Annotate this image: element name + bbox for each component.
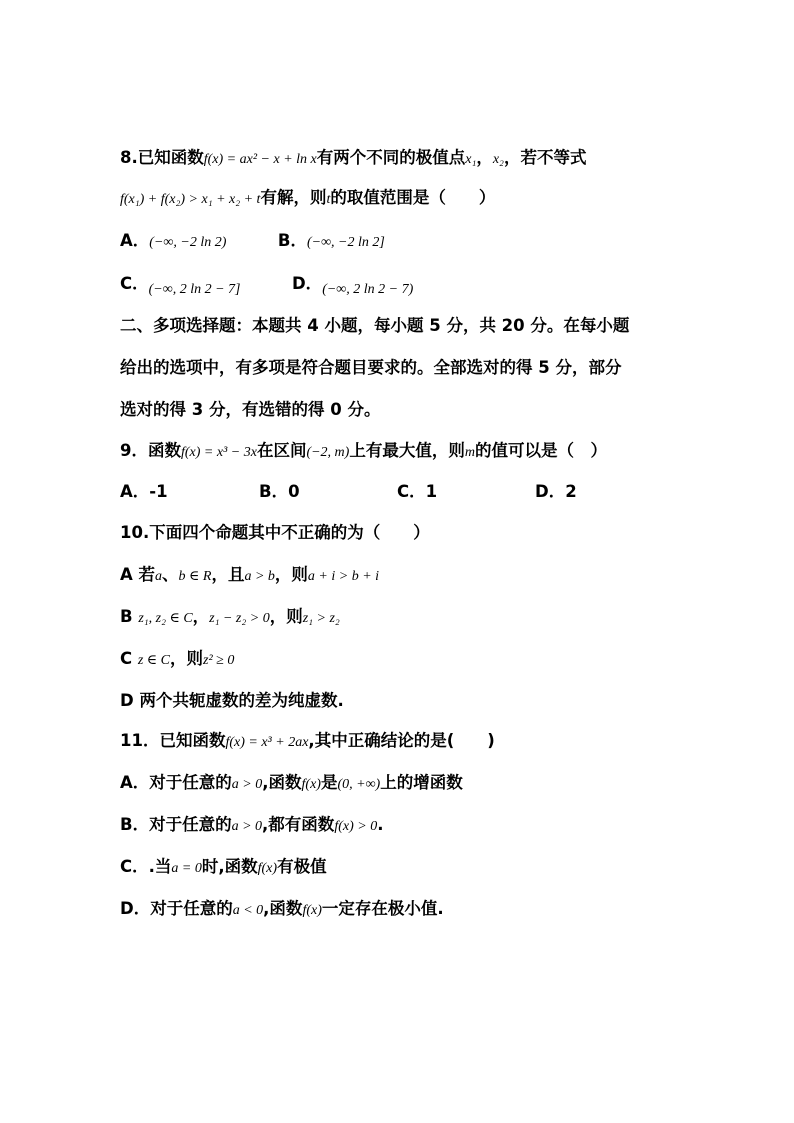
q10-b-math3: z₁ > z₂ [302, 611, 340, 626]
section2-line1: 二、多项选择题：本题共 4 小题，每小题 5 分，共 20 分。在每小题 [120, 316, 630, 335]
q8-option-a: (−∞, −2 ln 2) [149, 235, 227, 250]
q11-d-math2: f(x) [302, 903, 322, 918]
q10-b-math2: z₁ − z₂ > 0 [209, 611, 270, 626]
q8-line2-suffix: 的取值范围是（ ） [330, 188, 496, 207]
q11-b-text2: . [377, 815, 384, 834]
q8-option-b: (−∞, −2 ln 2] [306, 235, 385, 250]
q11-d-text2: 一定存在极小值. [321, 899, 444, 918]
q11-suffix: ,其中正确结论的是( ) [308, 731, 495, 750]
q9-mid2: 上有最大值，则 [349, 441, 465, 460]
q10-b-label: B [120, 607, 133, 626]
q11-a-math2: f(x) [301, 777, 321, 792]
q8-option-d-label: D． [291, 274, 323, 293]
q8-option-a-label: A． [120, 231, 150, 250]
q11-d-math1: a < 0 [232, 903, 264, 918]
q11-prefix: 11．已知函数 [120, 731, 226, 750]
q8-option-c: (−∞, 2 ln 2 − 7] [148, 282, 241, 297]
q8-line2 [120, 186, 495, 212]
q8-line1 [120, 146, 586, 172]
q11-b-label: B．对于任意的 [120, 815, 232, 834]
q11-option-c [120, 855, 327, 881]
q9-interval: (−2, m) [306, 445, 350, 460]
q11-b-math1: a > 0 [231, 819, 263, 834]
q10-c-text1: ，则 [170, 649, 204, 668]
q10-d-label: D [120, 691, 134, 710]
q9-option-a: A．-1 [120, 482, 168, 501]
q8-line2-mid: 有解，则 [260, 188, 327, 207]
q8-options-ab [120, 229, 385, 255]
q10-a-label: A [120, 565, 133, 584]
q8-function-formula: f(x) = ax² − x + ln x [203, 152, 317, 167]
q8-option-b-label: B． [277, 231, 307, 250]
q10-b-text2: ，则 [269, 607, 303, 626]
q9-option-c: C．1 [397, 482, 438, 501]
q10-b-math1: z₁, z₂ ∈ C [138, 611, 193, 626]
q10-a-text1: 若 [138, 565, 156, 584]
q11-b-math2: f(x) > 0 [334, 819, 378, 834]
q11-c-label: C．.当 [120, 857, 172, 876]
q11-b-text1: ,都有函数 [262, 815, 335, 834]
section2-line3: 选对的得 3 分，有选错的得 0 分。 [120, 400, 381, 419]
q11-option-b [120, 813, 383, 839]
q11-a-text2: 是 [320, 773, 338, 792]
q8-x2: x₂ [492, 152, 504, 167]
q10-a-text3: ，且 [211, 565, 245, 584]
q11-c-math1: a = 0 [171, 861, 202, 876]
q10-stem: 10.下面四个命题其中不正确的为（ ） [120, 523, 430, 542]
q8-options-cd [120, 272, 413, 298]
q8-inequality: f(x₁) + f(x₂) > x₁ + x₂ + t [120, 192, 261, 207]
q10-a-math2: b ∈ R [178, 569, 212, 584]
q10-a-math4: a + i > b + i [307, 569, 380, 584]
q10-c-math1: z ∈ C [137, 653, 171, 668]
q10-d-text: 两个共轭虚数的差为纯虚数. [139, 691, 344, 710]
q11-option-d [120, 897, 444, 923]
q10-a-text2: 、 [162, 565, 179, 584]
q11-option-a [120, 771, 463, 797]
q10-a-text4: ，则 [274, 565, 308, 584]
q10-option-b [120, 605, 340, 631]
q9-prefix: 9．函数 [120, 441, 181, 460]
q10-a-math3: a > b [244, 569, 275, 584]
q9-stem [120, 439, 607, 465]
q10-b-text1: ， [192, 607, 210, 626]
q11-a-label: A．对于任意的 [120, 773, 232, 792]
q10-option-c [120, 647, 234, 673]
q8-line1-mid: 有两个不同的极值点 [316, 148, 466, 167]
q8-prefix: 8.已知函数 [120, 148, 204, 167]
section2-line2: 给出的选项中，有多项是符合题目要求的。全部选对的得 5 分，部分 [120, 358, 622, 377]
q11-stem [120, 729, 495, 755]
q11-d-label: D．对于任意的 [120, 899, 233, 918]
q11-a-math3: (0, +∞) [337, 777, 381, 792]
q9-mid1: 在区间 [256, 441, 307, 460]
q8-line1-suffix: ，若不等式 [503, 148, 587, 167]
q9-suffix: 的值可以是（ ） [474, 441, 607, 460]
q8-t: t [326, 192, 331, 207]
q10-c-label: C [120, 649, 133, 668]
q11-a-text3: 上的增函数 [380, 773, 463, 792]
q11-d-text1: ,函数 [263, 899, 303, 918]
q10-a-math1: a [155, 569, 163, 584]
q8-option-c-label: C． [120, 274, 149, 293]
q9-option-d: D．2 [535, 482, 577, 501]
q9-m: m [464, 445, 475, 460]
q10-option-a [120, 563, 379, 589]
q10-option-d [120, 689, 344, 713]
q8-comma: ， [476, 148, 493, 167]
q11-function-formula: f(x) = x³ + 2ax [225, 735, 309, 750]
q11-a-text1: ,函数 [262, 773, 302, 792]
q11-a-math1: a > 0 [231, 777, 263, 792]
q8-option-d: (−∞, 2 ln 2 − 7) [322, 282, 414, 297]
q10-c-math2: z² ≥ 0 [203, 653, 235, 668]
q9-function-formula: f(x) = x³ − 3x [180, 445, 257, 460]
q11-c-text1: 时,函数 [201, 857, 258, 876]
q11-c-math2: f(x) [257, 861, 278, 876]
q8-x1: x₁ [465, 152, 477, 167]
q11-c-text2: 有极值 [277, 857, 327, 876]
q9-option-b: B．0 [259, 482, 300, 501]
